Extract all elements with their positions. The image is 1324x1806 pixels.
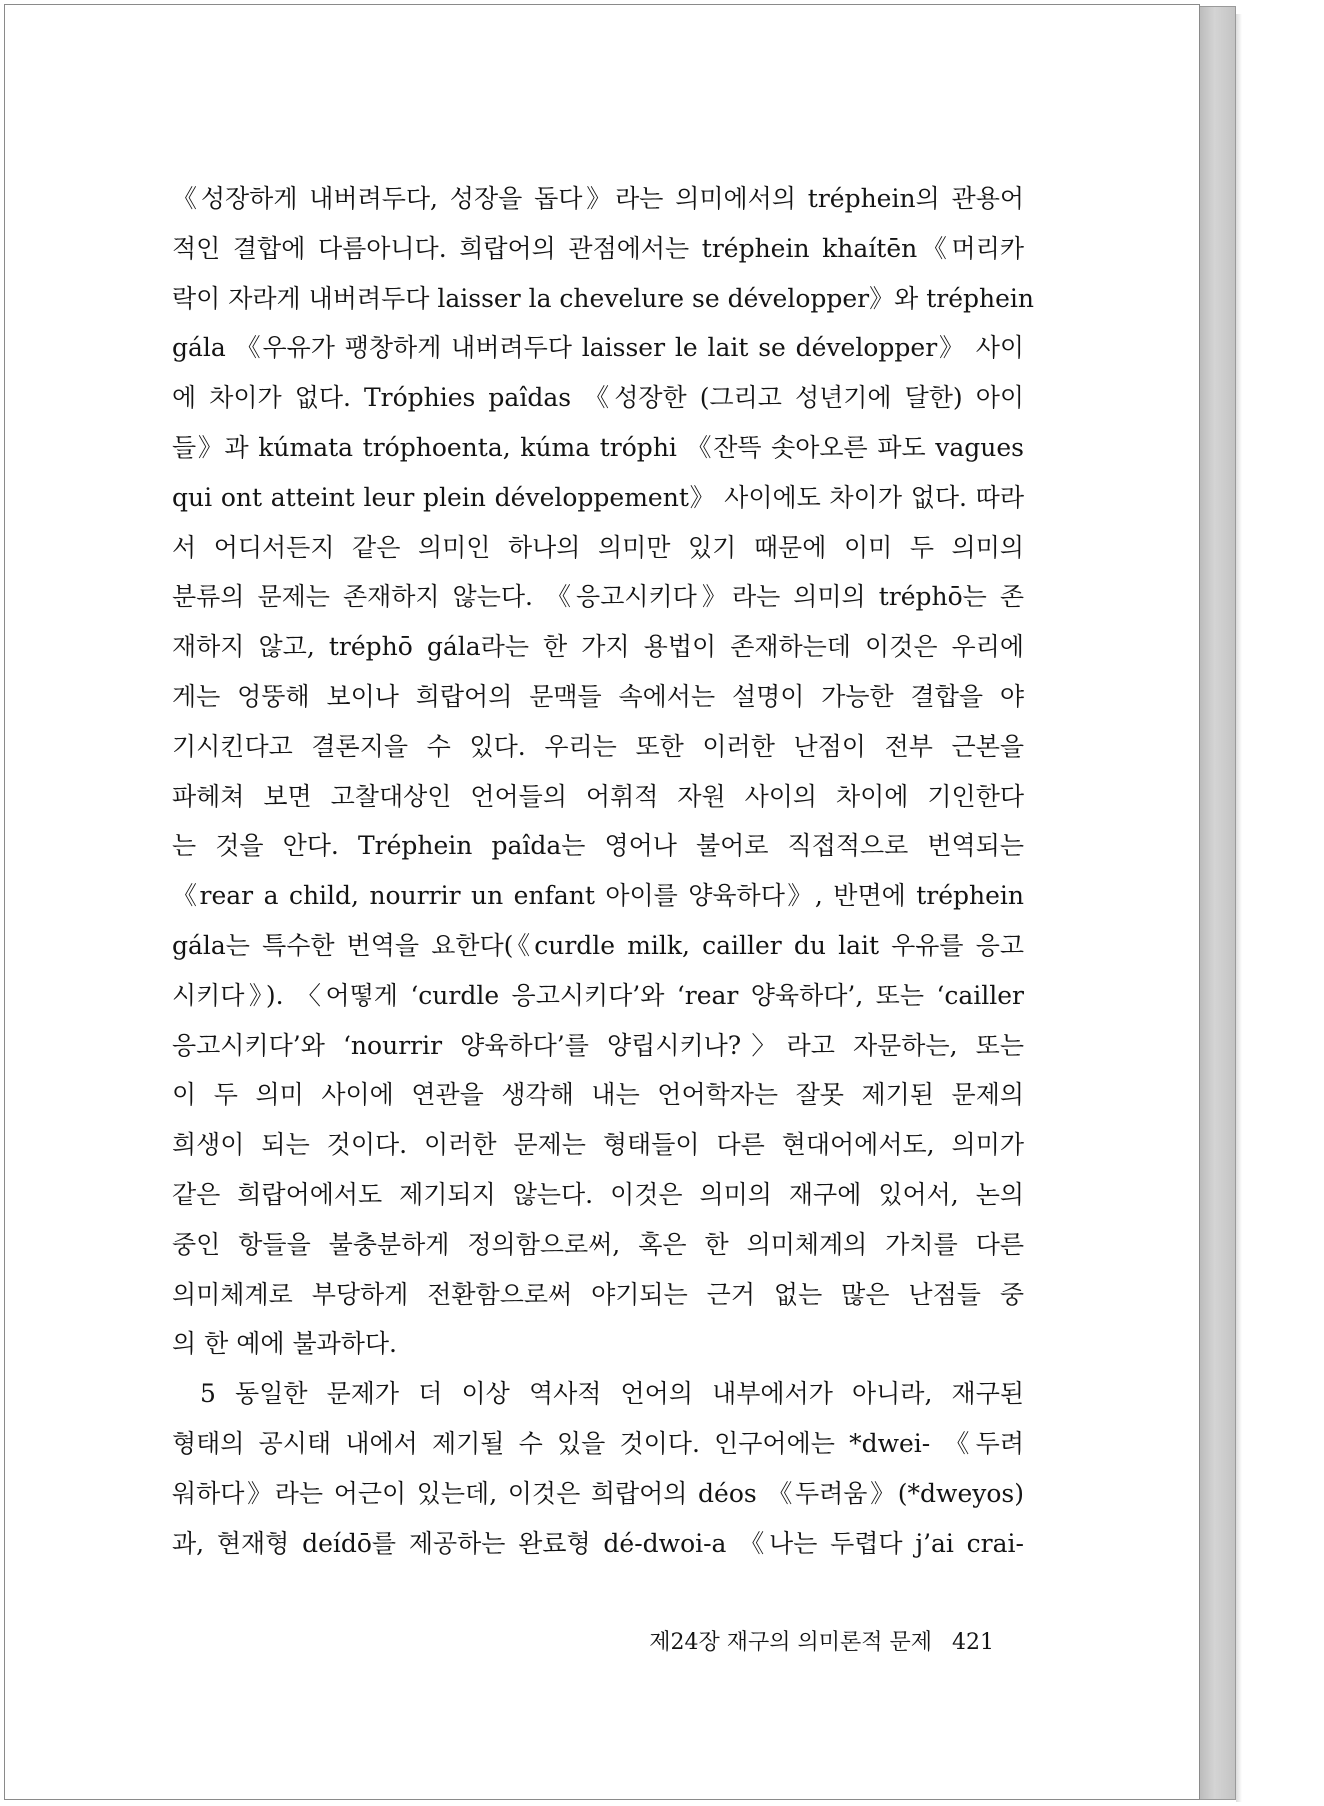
text-line-12: 기시킨다고 결론지을 수 있다. 우리는 또한 이러한 난점이 전부 근본을: [172, 731, 1024, 761]
page-footer: [580, 1625, 994, 1656]
text-line-2: 적인 결합에 다름아니다. 희랍어의 관점에서는 tréphein khaítēn《머리카: [172, 233, 1024, 263]
running-chapter-title: 제24장 재구의 의미론적 문제: [649, 1630, 932, 1655]
text-line-25: 5 동일한 문제가 더 이상 역사적 언어의 내부에서가 아니라, 재구된: [200, 1379, 1024, 1409]
text-line-5: 에 차이가 없다. Tróphies paîdas 《성장한 (그리고 성년기에 달한) 아이: [172, 383, 1024, 413]
text-line-14: 는 것을 안다. Tréphein paîda는 영어나 불어로 직접적으로 번역되는: [172, 831, 1024, 861]
text-line-10: 재하지 않고, tréphō gála라는 한 가지 용법이 존재하는데 이것은 우리에: [172, 632, 1024, 662]
text-line-6: 들》과 kúmata tróphoenta, kúma tróphi 《잔뜩 솟아오른 파도 vagues: [172, 432, 1024, 462]
text-line-7: qui ont atteint leur plein développement》 사이에도 차이가 없다. 따라: [172, 482, 1024, 512]
text-line-3: 락이 자라게 내버려두다 laisser la chevelure se développer》와 tréphein: [172, 283, 1035, 313]
text-line-18: 응고시키다’와 ‘nourrir 양육하다’를 양립시키나?〉라고 자문하는, 또는: [172, 1030, 1024, 1060]
page-edge-shadow: [1236, 14, 1242, 1802]
page-number: 421: [952, 1630, 994, 1655]
text-line-28: 과, 현재형 deídō를 제공하는 완료형 dé-dwoi-a 《나는 두렵다 j’ai crai-: [172, 1528, 1024, 1558]
text-line-27: 워하다》라는 어근이 있는데, 이것은 희랍어의 déos 《두려움》(*dweyos): [172, 1478, 1024, 1508]
page-stack-edge: [1198, 6, 1236, 1800]
text-line-15: 《rear a child, nourrir un enfant 아이를 양육하다》, 반면에 tréphein: [172, 881, 1024, 911]
body-text: [172, 174, 1035, 1568]
text-line-21: 같은 희랍어에서도 제기되지 않는다. 이것은 의미의 재구에 있어서, 논의: [172, 1179, 1024, 1209]
text-line-19: 이 두 의미 사이에 연관을 생각해 내는 언어학자는 잘못 제기된 문제의: [172, 1080, 1024, 1110]
text-line-26: 형태의 공시태 내에서 제기될 수 있을 것이다. 인구어에는 *dwei- 《두려: [172, 1428, 1024, 1458]
text-line-13: 파헤쳐 보면 고찰대상인 언어들의 어휘적 자원 사이의 차이에 기인한다: [172, 781, 1024, 811]
text-line-22: 중인 항들을 불충분하게 정의함으로써, 혹은 한 의미체계의 가치를 다른: [172, 1229, 1024, 1259]
text-line-24: 의 한 예에 불과하다.: [172, 1329, 397, 1359]
text-line-20: 희생이 되는 것이다. 이러한 문제는 형태들이 다른 현대어에서도, 의미가: [172, 1130, 1024, 1160]
text-line-17: 시키다》). 〈어떻게 ‘curdle 응고시키다’와 ‘rear 양육하다’, 또는 ‘cailler: [172, 980, 1024, 1010]
text-line-8: 서 어디서든지 같은 의미인 하나의 의미만 있기 때문에 이미 두 의미의: [172, 532, 1024, 562]
text-line-4: gála 《우유가 팽창하게 내버려두다 laisser le lait se développer》 사이: [172, 333, 1024, 363]
text-line-1: 《성장하게 내버려두다, 성장을 돕다》라는 의미에서의 tréphein의 관용어: [172, 184, 1024, 213]
text-line-16: gála는 특수한 번역을 요한다(《curdle milk, cailler du lait 우유를 응고: [172, 930, 1024, 960]
text-line-11: 게는 엉뚱해 보이나 희랍어의 문맥들 속에서는 설명이 가능한 결합을 야: [172, 681, 1024, 711]
text-line-9: 분류의 문제는 존재하지 않는다. 《응고시키다》라는 의미의 tréphō는 존: [172, 582, 1024, 612]
text-line-23: 의미체계로 부당하게 전환함으로써 야기되는 근거 없는 많은 난점들 중: [172, 1279, 1024, 1309]
